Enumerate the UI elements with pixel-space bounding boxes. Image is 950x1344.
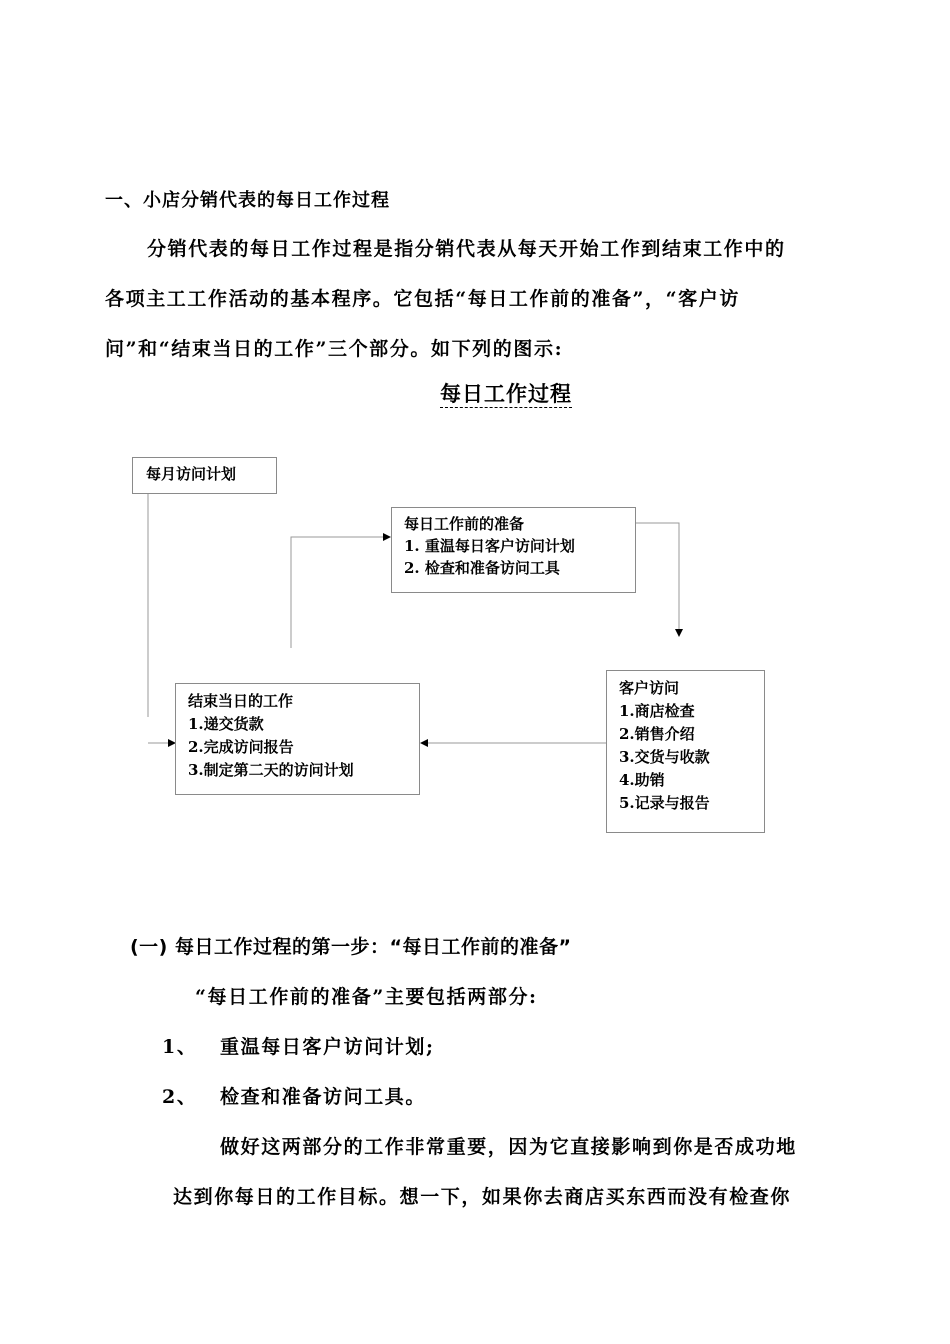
intro-line-1: 分销代表的每日工作过程是指分销代表从每天开始工作到结束工作中的 xyxy=(147,238,786,260)
diagram-title: 每日工作过程 xyxy=(440,382,572,406)
paragraph-line-1: 做好这两部分的工作非常重要，因为它直接影响到你是否成功地 xyxy=(220,1136,797,1158)
monthly-plan-label: 每月访问计划 xyxy=(146,465,237,483)
intro-line-2: 各项主工工作活动的基本程序。它包括“每日工作前的准备”，“客户访 xyxy=(105,288,740,310)
subsection-title: (一) 每日工作过程的第一步：“每日工作前的准备” xyxy=(130,936,572,958)
list-item-text: 重温每日客户访问计划; xyxy=(220,1036,435,1058)
visit-item: 3.交货与收款 xyxy=(619,748,710,766)
connector-end-to-prep xyxy=(291,537,390,648)
list-item-number: 2、 xyxy=(162,1086,198,1108)
end-item: 3.制定第二天的访问计划 xyxy=(188,761,354,779)
intro-line-3: 问”和“结束当日的工作”三个部分。如下列的图示: xyxy=(105,338,564,360)
prep-title: 每日工作前的准备 xyxy=(404,515,525,533)
list-item-text: 检查和准备访问工具。 xyxy=(220,1086,427,1108)
subsection-lead: “每日工作前的准备”主要包括两部分: xyxy=(195,986,538,1008)
visit-item: 5.记录与报告 xyxy=(619,794,710,812)
visit-item: 4.助销 xyxy=(619,771,665,789)
paragraph-line-2: 达到你每日的工作目标。想一下，如果你去商店买东西而没有检查你 xyxy=(173,1186,792,1208)
end-of-day-box xyxy=(175,683,420,795)
section-title: 一、小店分销代表的每日工作过程 xyxy=(105,190,390,211)
visit-title: 客户访问 xyxy=(619,679,680,697)
visit-item: 2.销售介绍 xyxy=(619,725,695,743)
prep-item: 2. 检查和准备访问工具 xyxy=(404,559,560,577)
monthly-plan-box xyxy=(132,457,277,494)
visit-item: 1.商店检查 xyxy=(619,702,695,720)
end-item: 1.递交货款 xyxy=(188,715,264,733)
end-item: 2.完成访问报告 xyxy=(188,738,294,756)
list-item-number: 1、 xyxy=(162,1036,198,1058)
prep-item: 1. 重温每日客户访问计划 xyxy=(404,537,575,555)
end-title: 结束当日的工作 xyxy=(188,692,294,710)
connector-prep-to-visit xyxy=(636,523,679,636)
prep-box xyxy=(391,507,636,593)
customer-visit-box xyxy=(606,670,765,833)
